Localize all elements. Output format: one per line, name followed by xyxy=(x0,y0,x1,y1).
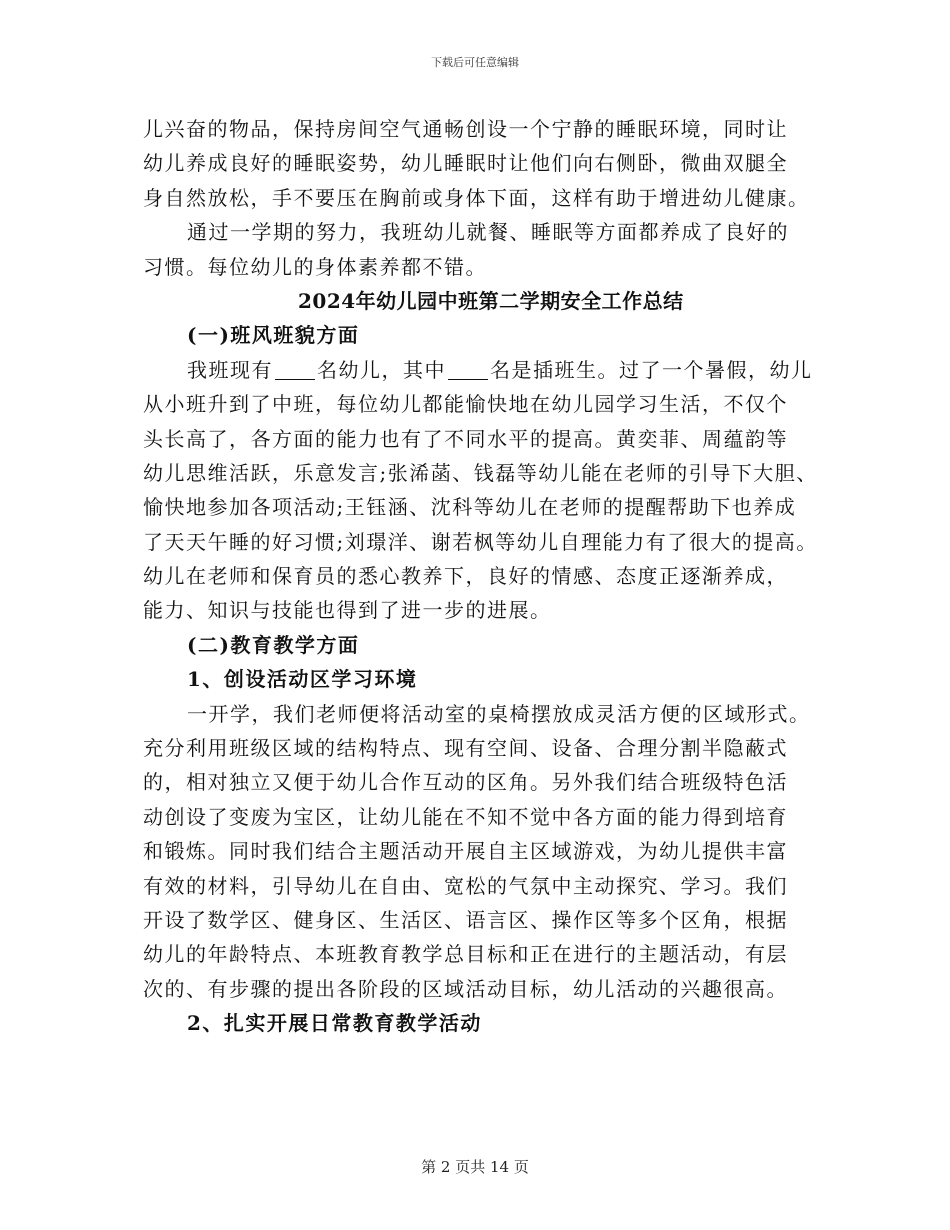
paragraph-line: 头长高了，各方面的能力也有了不同水平的提高。黄奕菲、周蕴韵等 xyxy=(143,426,788,451)
paragraph-line: 动创设了变废为宝区，让幼儿能在不知不觉中各方面的能力得到培育 xyxy=(143,804,788,829)
fill-in-blank xyxy=(448,359,488,380)
paragraph-line: 身自然放松，手不要压在胸前或身体下面，这样有助于增进幼儿健康。 xyxy=(143,185,810,210)
page-footer: 第 2 页共 14 页 xyxy=(421,1158,529,1176)
paragraph-line: 愉快地参加各项活动;王钰涵、沈科等幼儿在老师的提醒帮助下也养成 xyxy=(143,495,797,520)
paragraph-line: 了天天午睡的好习惯;刘璟洋、谢若枫等幼儿自理能力有了很大的提高。 xyxy=(143,529,818,554)
paragraph-line: 从小班升到了中班，每位幼儿都能愉快地在幼儿园学习生活，不仅个 xyxy=(143,392,788,417)
text-span: 我班现有 xyxy=(187,357,273,382)
paragraph-line: 开设了数学区、健身区、生活区、语言区、操作区等多个区角，根据 xyxy=(143,907,788,932)
page-header: 下载后可任意编辑 xyxy=(431,56,519,69)
paragraph-line: 习惯。每位幼儿的身体素养都不错。 xyxy=(143,254,487,279)
subsection-heading: 2、扎实开展日常教育教学活动 xyxy=(187,1011,482,1036)
paragraph-line: 幼儿在老师和保育员的悉心教养下，良好的情感、态度正逐渐养成， xyxy=(143,564,788,589)
paragraph-line: 幼儿的年龄特点、本班教育教学总目标和正在进行的主题活动，有层 xyxy=(143,942,788,967)
document-body xyxy=(143,112,823,1041)
text-span: 名是插班生。过了一个暑假，幼儿 xyxy=(490,357,813,382)
section-heading: (二)教育教学方面 xyxy=(187,632,360,657)
paragraph-line: 的，相对独立又便于幼儿合作互动的区角。另外我们结合班级特色活 xyxy=(143,770,788,795)
section-heading: (一)班风班貌方面 xyxy=(187,323,360,348)
paragraph-line: 和锻炼。同时我们结合主题活动开展自主区域游戏，为幼儿提供丰富 xyxy=(143,839,788,864)
paragraph-line: 幼儿思维活跃，乐意发言;张浠菡、钱磊等幼儿能在老师的引导下大胆、 xyxy=(143,460,818,485)
paragraph-line: 次的、有步骤的提出各阶段的区域活动目标，幼儿活动的兴趣很高。 xyxy=(143,976,788,1001)
paragraph-line: 一开学，我们老师便将活动室的桌椅摆放成灵活方便的区域形式。 xyxy=(187,701,811,726)
paragraph-line: 充分利用班级区域的结构特点、现有空间、设备、合理分割半隐蔽式 xyxy=(143,736,788,761)
paragraph-line: 能力、知识与技能也得到了进一步的进展。 xyxy=(143,598,552,623)
subsection-heading: 1、创设活动区学习环境 xyxy=(187,667,418,692)
fill-in-blank xyxy=(275,359,315,380)
paragraph-line: 通过一学期的努力，我班幼儿就餐、睡眠等方面都养成了良好的 xyxy=(187,220,789,245)
paragraph-line: 儿兴奋的物品，保持房间空气通畅创设一个宁静的睡眠环境，同时让 xyxy=(143,117,788,141)
text-span: 名幼儿，其中 xyxy=(317,357,446,382)
paragraph-line: 有效的材料，引导幼儿在自由、宽松的气氛中主动探究、学习。我们 xyxy=(143,873,788,898)
section-title: 2024年幼儿园中班第二学期安全工作总结 xyxy=(298,288,684,313)
paragraph-line: 幼儿养成良好的睡眠姿势，幼儿睡眠时让他们向右侧卧，微曲双腿全 xyxy=(143,151,788,176)
paragraph-line xyxy=(143,353,823,387)
